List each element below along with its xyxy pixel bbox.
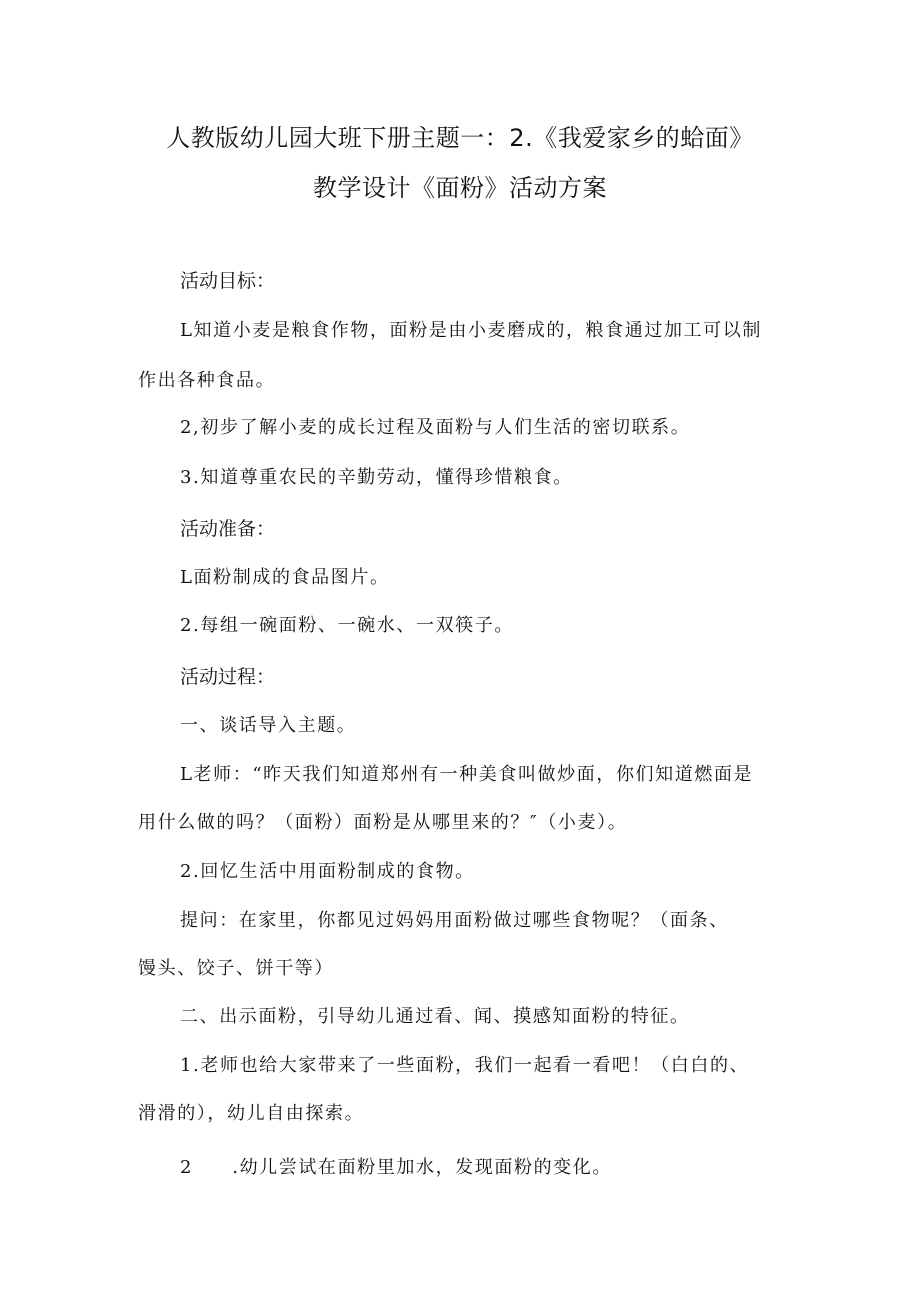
step-1-1-line-2: 用什么做的吗？（面粉）面粉是从哪里来的？″（小麦）。: [138, 812, 628, 833]
step-1-1-line-1: L老师：“昨天我们知道郑州有一种美食叫做炒面，你们知道燃面是: [180, 764, 754, 785]
prep-2: 2.每组一碗面粉、一碗水、一双筷子。: [180, 615, 514, 636]
question-line-1: 提问：在家里，你都见过妈妈用面粉做过哪些食物呢？（面条、: [180, 910, 729, 931]
step-2-heading: 二、出示面粉，引导幼儿通过看、闻、摸感知面粉的特征。: [180, 1006, 690, 1027]
document-title-line-2: 教学设计《面粉》活动方案: [313, 174, 607, 202]
goal-1-line-2: 作出各种食品。: [138, 370, 276, 391]
activity-process-heading: 活动过程：: [180, 666, 276, 688]
step-2-1-line-2: 滑滑的），幼儿自由探索。: [138, 1103, 365, 1124]
goal-3: 3.知道尊重农民的辛勤劳动，懂得珍惜粮食。: [180, 467, 573, 488]
step-2-1-line-1: 1.老师也给大家带来了一些面粉，我们一起看一看吧！（白白的、: [180, 1055, 750, 1076]
step-1-heading: 一、谈话导入主题。: [180, 715, 357, 736]
prep-1: L面粉制成的食品图片。: [180, 567, 390, 588]
goal-2: 2,初步了解小麦的成长过程及面粉与人们生活的密切联系。: [180, 417, 691, 438]
document-title-line-1: 人教版幼儿园大班下册主题一：2.《我爱家乡的蛤面》: [166, 124, 754, 152]
activity-prep-heading: 活动准备：: [180, 518, 276, 540]
question-line-2: 馒头、饺子、饼干等）: [138, 958, 334, 979]
goal-1-line-1: L知道小麦是粮食作物，面粉是由小麦磨成的，粮食通过加工可以制: [180, 320, 762, 341]
step-2-2: 2 .幼儿尝试在面粉里加水，发现面粉的变化。: [180, 1157, 612, 1178]
activity-goals-heading: 活动目标：: [180, 270, 276, 292]
step-1-2: 2.回忆生活中用面粉制成的食物。: [180, 861, 475, 882]
